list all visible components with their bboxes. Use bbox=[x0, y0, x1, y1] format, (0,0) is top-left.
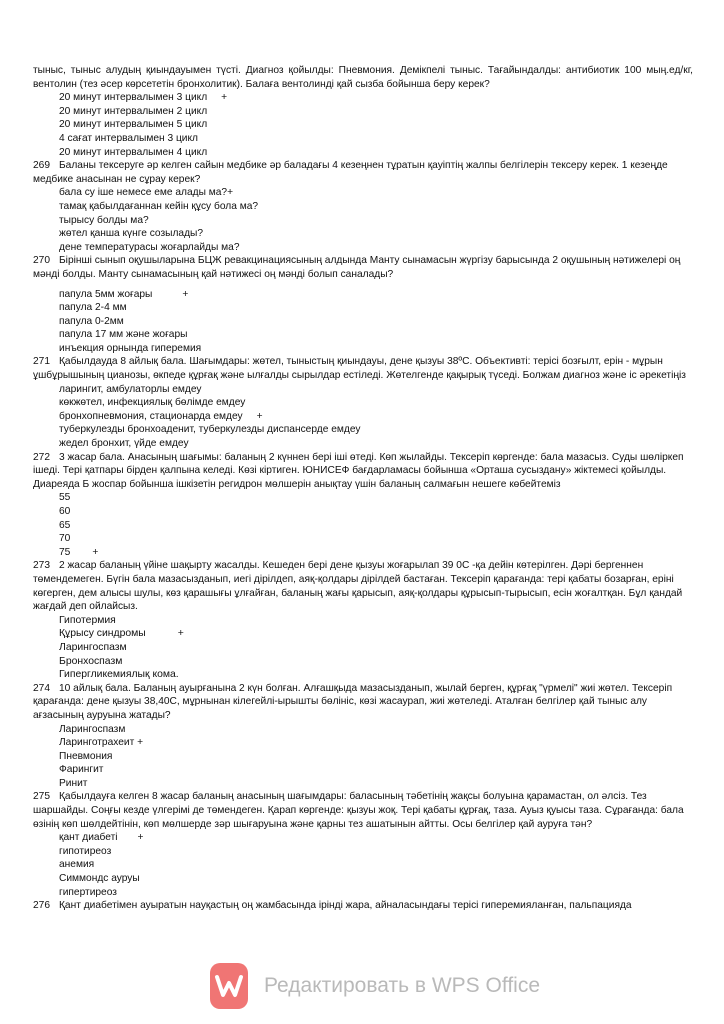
answer-option: Фарингит bbox=[59, 764, 104, 776]
answer-option: туберкулезды бронхоаденит, туберкулезды диспансерде емдеу bbox=[59, 424, 361, 436]
wps-logo-icon[interactable] bbox=[210, 963, 248, 1009]
answer-option: папула 0-2мм bbox=[59, 315, 124, 327]
answer-option: гипертиреоз bbox=[59, 886, 117, 898]
answer-option: анемия bbox=[59, 859, 95, 871]
answer-option: жөтел қанша күнге созылады? bbox=[59, 228, 204, 240]
answer-option: қант диабеті + bbox=[59, 832, 144, 844]
question-270: 270 Бірінші сынып оқушыларына БЦЖ ревакцинациясының алдында Манту сынамасын жүргізу барысында 2 оқушының нәтижелері оң мәнді болды. Манту сынамасының қай нәтижесі оң мәнді болып саналады? bbox=[33, 255, 681, 280]
intro-options bbox=[33, 91, 693, 159]
answer-option: Бронхоспазм bbox=[59, 655, 123, 667]
answer-option: 75 + bbox=[59, 546, 99, 558]
answer-option: папула 2-4 мм bbox=[59, 302, 127, 314]
answer-option: 55 bbox=[59, 492, 71, 504]
intro-option: 20 минут интервалымен 5 цикл bbox=[59, 119, 208, 131]
answer-option: 65 bbox=[59, 519, 71, 531]
answer-option: дене температурасы жоғарлайды ма? bbox=[59, 241, 240, 253]
answer-option: ларингит, амбулаторлы емдеу bbox=[59, 383, 202, 395]
answer-option: Гипотермия bbox=[59, 614, 116, 626]
question-271: 271 Қабылдауда 8 айлық бала. Шағымдары: жөтел, тыныстың қиындауы, дене қызуы 38ºС. Объективті: терісі бозғылт, ерін - мұрын ұшбұрышының цианозы, өкпеде құрғақ және ылғалды сырылдар естіледі. Жөтелгенде қақырық түседі. Болжам диагноз және іс әрекетіңіз bbox=[33, 356, 686, 382]
intro-option: 20 минут интервалымен 3 цикл + bbox=[59, 92, 228, 104]
question-274: 274 10 айлық бала. Баланың ауырғанына 2 күн болған. Алғашқыда мазасызданып, жылай берген, құрғақ "үрмелі" жиі жөтел. Тексеріп қарағанда: дене қызуы 38,40С, мұрнынан кілегейлі-ырышты бөлініс, көзі жасаурап, жиі жөтеледі. Аталған белгілер қай тыныс алу ағзасының ауруына жатады? bbox=[33, 682, 673, 721]
answer-option: Ларингоспазм bbox=[59, 723, 126, 735]
answer-option: Құрысу синдромы + bbox=[59, 628, 184, 640]
question-269: 269 Баланы тексеруге әр келген сайын медбике әр баладағы 4 кезеңнен тұратын қауіптің жалпы белгілерін тексеру керек. 1 кезеңде медбике анасынан не сұрау керек? bbox=[33, 160, 668, 185]
intro-option: 20 минут интервалымен 2 цикл bbox=[59, 105, 208, 117]
answer-option: Ларинготрахеит + bbox=[59, 737, 144, 749]
intro-text: тыныс, тыныс алудың қиындауымен түсті. Диагноз қойылды: Пневмония. Демікпелі тыныс. Тағайындалды: антибиотик 100 мың.ед/кг, вентолин (тез әсер көрсететін бронхолитик). Балаға вентолинді қай сызба бойынша беру керек? bbox=[33, 65, 693, 90]
answer-option: бала су іше немесе еме алады ма?+ bbox=[59, 187, 234, 199]
wps-edit-link[interactable]: Редактировать в WPS Office bbox=[263, 974, 540, 997]
answer-option: бронхопневмония, стационарда емдеу + bbox=[59, 410, 263, 422]
answer-option: гипотиреоз bbox=[59, 845, 112, 857]
answer-option: папула 5мм жоғары + bbox=[59, 288, 189, 300]
question-275: 275 Қабылдауға келген 8 жасар баланың анасының шағымдары: баласының тәбетінің жақсы болуына қарамастан, ол әлсіз. Тез шаршайды. Соңғы кезде үлгерімі де төмендеген. Қарап көргенде: қызуы жоқ. Терi қабаты құрғақ, таза. Ауыз қуысы таза. Сұрағанда: бала өзінің көп шөлдейтінін, көп мөлшерде зәр шығаруына және қарны тез ашатынын айтты. Осы белгілер қай ауруға тән? bbox=[33, 791, 684, 830]
answer-option: Ринит bbox=[59, 777, 88, 789]
intro-option: 20 минут интервалымен 4 цикл bbox=[59, 146, 208, 158]
question-273: 273 2 жасар баланың үйіне шақырту жасалды. Кешеден бері дене қызуы жоғарылап 39 0С -қа дейін көтерілген. Дәрі бергеннен төмендемеген. Бүгін бала мазасызданып, иегі дірілдеп, аяқ-қолдары дірілдей бастаған. Тексеріп қарағанда: тері қабаты бозарған, еріні көгерген, дем алысы шулы, көз қарашығы ұлғайған, баланың жағы қарысып, аяқ-қолдары құрысып-тырысып, есін жоғалтқан. Бұл қандай жағдай деп ойлайсыз. bbox=[33, 560, 683, 613]
answer-option: Ларингоспазм bbox=[59, 641, 127, 653]
answer-option: жедел бронхит, үйде емдеу bbox=[59, 438, 189, 450]
answer-option: көкжөтел, инфекциялық бөлімде емдеу bbox=[59, 397, 246, 409]
answer-option: Симмондс ауруы bbox=[59, 873, 140, 885]
answer-option: Пневмония bbox=[59, 750, 113, 762]
answer-option: папула 17 мм және жоғары bbox=[59, 329, 188, 341]
answer-option: инъекция орнында гиперемия bbox=[59, 342, 202, 354]
answer-option: тырысу болды ма? bbox=[59, 214, 149, 226]
document-page bbox=[33, 64, 693, 913]
intro-option: 4 сағат интервалымен 3 цикл bbox=[59, 132, 199, 144]
answer-option: 60 bbox=[59, 506, 71, 517]
answer-option: Гипергликемиялық кома. bbox=[59, 669, 179, 681]
question-272: 272 3 жасар бала. Анасының шағымы: баланың 2 күннен бері іші өтеді. Көп жылайды. Тексеріп көргенде: бала мазасыз. Суды шөліркеп ішеді. Тері қатпары бірден қалпына келеді. Көзі кіртиген. ЮНИСЕФ бағдарламасы бойынша «Орташа сусыздану» жіктемесі қойылды. Диареяда Б жоспар бойынша ішкізетін регидрон мөлшерін анықтау үшін баланың салмағын нешеге көбейтеміз bbox=[33, 451, 684, 490]
wps-edit-banner[interactable] bbox=[210, 962, 540, 1010]
answer-option: 70 bbox=[59, 533, 71, 545]
answer-option: тамақ қабылдағаннан кейін құсу бола ма? bbox=[59, 200, 259, 212]
question-276: 276 Қант диабетімен ауыратын науқастың оң жамбасында ірінді жара, айналасындағы терісі гиперемияланған, пальпацияда bbox=[33, 900, 632, 912]
